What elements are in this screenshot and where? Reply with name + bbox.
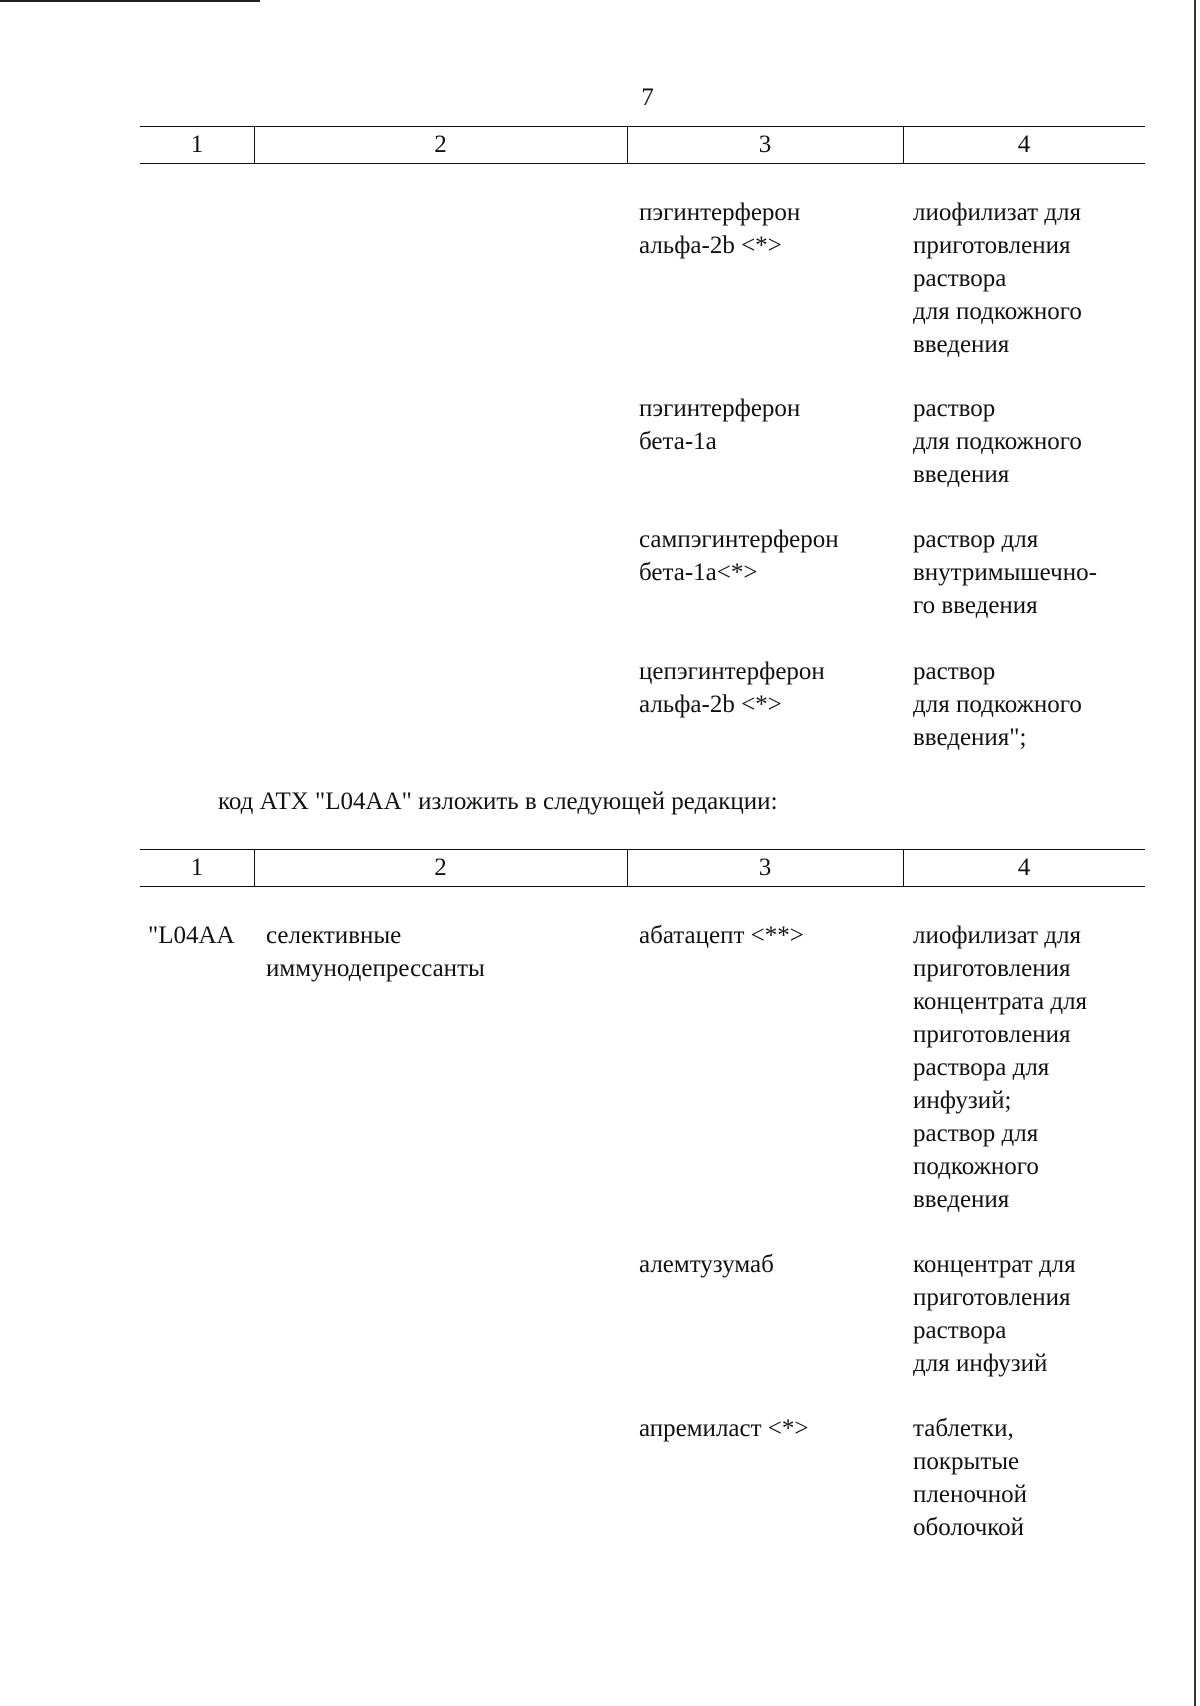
instruction-text: код АТХ "L04AA" изложить в следующей редакции: bbox=[218, 788, 778, 815]
page-number: 7 bbox=[641, 84, 654, 111]
substance-cell: пэгинтерферон альфа-2b <*> bbox=[639, 199, 801, 259]
table-header-1 bbox=[140, 126, 1145, 164]
header-cell-3: 3 bbox=[758, 854, 772, 881]
header-cell-4: 4 bbox=[1017, 131, 1031, 158]
header-cell-4: 4 bbox=[1017, 854, 1031, 881]
header-cell-2: 2 bbox=[434, 131, 447, 158]
dosage-form-cell: раствор для подкожного введения"; bbox=[913, 658, 1082, 751]
dosage-form-cell: раствор для внутримышечно- го введения bbox=[913, 526, 1097, 619]
dosage-form-cell: раствор для подкожного введения bbox=[913, 395, 1082, 488]
dosage-form-cell: таблетки, покрытые пленочной оболочкой bbox=[913, 1415, 1028, 1541]
header-cell-3: 3 bbox=[758, 131, 772, 158]
atc-code-cell: "L04AA bbox=[148, 922, 235, 949]
header-cell-1: 1 bbox=[190, 854, 204, 881]
substance-cell: алемтузумаб bbox=[639, 1251, 774, 1278]
substance-cell: цепэгинтерферон альфа-2b <*> bbox=[639, 658, 825, 718]
scan-artifact-edge bbox=[1194, 0, 1196, 1706]
substance-cell: абатацепт <**> bbox=[639, 922, 804, 949]
scan-artifact-top bbox=[0, 0, 260, 2]
substance-cell: пэгинтерферон бета-1a bbox=[639, 395, 801, 455]
header-cell-2: 2 bbox=[434, 854, 447, 881]
header-cell-1: 1 bbox=[190, 131, 204, 158]
substance-cell: апремиласт <*> bbox=[639, 1415, 809, 1442]
atc-group-cell: селективные иммунодепрессанты bbox=[266, 922, 485, 982]
dosage-form-cell: лиофилизат для приготовления раствора для подкожного введения bbox=[913, 199, 1082, 358]
dosage-form-cell: лиофилизат для приготовления концентрата для приготовления раствора для инфузий; раствор для подкожного введения bbox=[913, 922, 1088, 1213]
dosage-form-cell: концентрат для приготовления раствора для инфузий bbox=[913, 1251, 1076, 1377]
substance-cell: сампэгинтерферон бета-1a<*> bbox=[639, 526, 839, 586]
table-header-2 bbox=[140, 849, 1145, 887]
